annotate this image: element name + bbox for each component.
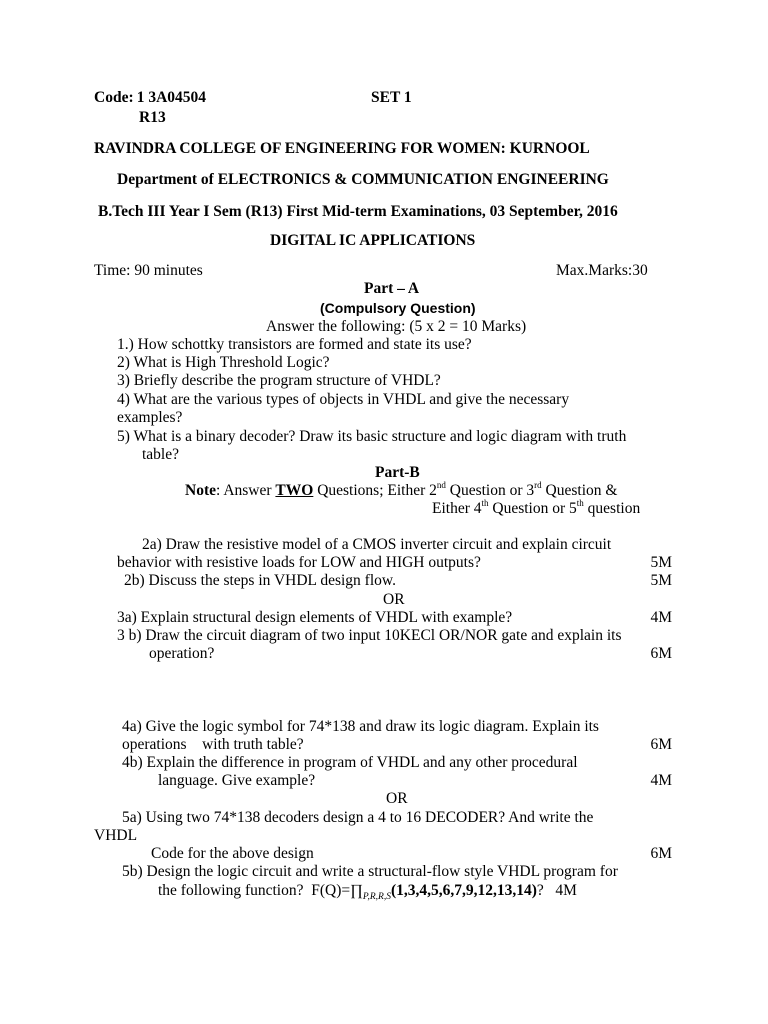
note2-text-1: Either 4	[432, 500, 482, 517]
note2-sup-th-1: th	[481, 497, 489, 508]
subject-title: DIGITAL IC APPLICATIONS	[270, 232, 476, 249]
question-2a-line-2: behavior with resistive loads for LOW and HIGH outputs?	[117, 554, 481, 571]
part-a-subtitle: (Compulsory Question)	[320, 300, 476, 316]
question-3a: 3a) Explain structural design elements of VHDL with example?	[117, 609, 513, 626]
note-text-1: Questions; Either 2	[313, 482, 437, 499]
part-a-instruction: Answer the following: (5 x 2 = 10 Marks)	[266, 318, 527, 335]
question-3b-line-2: operation?	[149, 645, 215, 662]
max-marks: Max.Marks:30	[556, 262, 648, 279]
exam-title: B.Tech III Year I Sem (R13) First Mid-term Examinations, 03 September, 2016	[98, 203, 618, 220]
or-separator-2: OR	[386, 790, 408, 807]
q5b-minterms: (1,3,4,5,6,7,9,12,13,14)	[390, 882, 537, 899]
question-3a-marks: 4M	[650, 609, 672, 626]
note-sup-rd: rd	[534, 479, 542, 490]
question-5a-line-2: VHDL	[94, 827, 138, 844]
note-label: Note	[185, 482, 216, 499]
note-two: TWO	[275, 482, 314, 499]
note-text-3: Question &	[541, 482, 618, 499]
note2-sup-th-2: th	[576, 497, 584, 508]
set-number: SET 1	[371, 89, 412, 106]
note2-text-3: question	[583, 500, 641, 517]
question-3b-line-1: 3 b) Draw the circuit diagram of two input 10KECl OR/NOR gate and explain its	[117, 627, 622, 644]
exam-time: Time: 90 minutes	[94, 262, 203, 279]
question-2: 2) What is High Threshold Logic?	[117, 354, 330, 371]
question-5a-marks: 6M	[650, 845, 672, 862]
question-5a-line-3: Code for the above design	[151, 845, 314, 862]
question-4a-line-1: 4a) Give the logic symbol for 74*138 and draw its logic diagram. Explain its	[122, 718, 599, 735]
question-4b-line-1: 4b) Explain the difference in program of VHDL and any other procedural	[122, 754, 578, 771]
question-3b-marks: 6M	[650, 645, 672, 662]
question-4-line-1: 4) What are the various types of objects in VHDL and give the necessary	[117, 391, 570, 408]
question-5-line-1: 5) What is a binary decoder? Draw its basic structure and logic diagram with truth	[117, 428, 627, 445]
regulation: R13	[139, 109, 166, 126]
question-4b-line-2: language. Give example?	[158, 772, 316, 789]
note2-text-2: Question or 5	[488, 500, 577, 517]
question-2b: 2b) Discuss the steps in VHDL design flow.	[124, 572, 396, 589]
or-separator-1: OR	[383, 591, 405, 608]
q5b-prefix: the following function? F(Q)=∏	[158, 882, 363, 899]
question-2b-marks: 5M	[650, 572, 672, 589]
question-3: 3) Briefly describe the program structure of VHDL?	[117, 372, 441, 389]
question-1: 1.) How schottky transistors are formed and state its use?	[117, 336, 472, 353]
note-colon: : Answer	[216, 482, 276, 499]
college-name: RAVINDRA COLLEGE OF ENGINEERING FOR WOMEN: KURNOOL	[94, 140, 590, 157]
note-sup-nd: nd	[436, 479, 446, 490]
question-4-line-2: examples?	[117, 409, 183, 426]
paper-code: Code: 1 3A04504	[94, 89, 207, 106]
department-name: Department of ELECTRONICS & COMMUNICATION ENGINEERING	[117, 171, 609, 188]
question-5b-line-2	[158, 882, 577, 902]
q5b-suffix: ? 4M	[536, 882, 577, 899]
question-5b-line-1: 5b) Design the logic circuit and write a structural-flow style VHDL program for	[122, 863, 618, 880]
note-text-2: Question or 3	[445, 482, 535, 499]
question-2a-marks: 5M	[650, 554, 672, 571]
question-4a-line-2: operations with truth table?	[122, 736, 304, 753]
question-5a-line-1: 5a) Using two 74*138 decoders design a 4 to 16 DECODER? And write the	[122, 809, 594, 826]
part-b-title: Part-B	[375, 464, 420, 481]
question-4a-marks: 6M	[650, 736, 672, 753]
question-5-line-2: table?	[142, 446, 180, 463]
question-4b-marks: 4M	[650, 772, 672, 789]
part-b-note	[185, 479, 618, 500]
part-a-title: Part – A	[364, 280, 420, 297]
q5b-product-subscript: P,R,R,S	[362, 892, 391, 902]
question-2a-line-1: 2a) Draw the resistive model of a CMOS inverter circuit and explain circuit	[142, 536, 612, 553]
part-b-note-line-2	[432, 497, 641, 518]
